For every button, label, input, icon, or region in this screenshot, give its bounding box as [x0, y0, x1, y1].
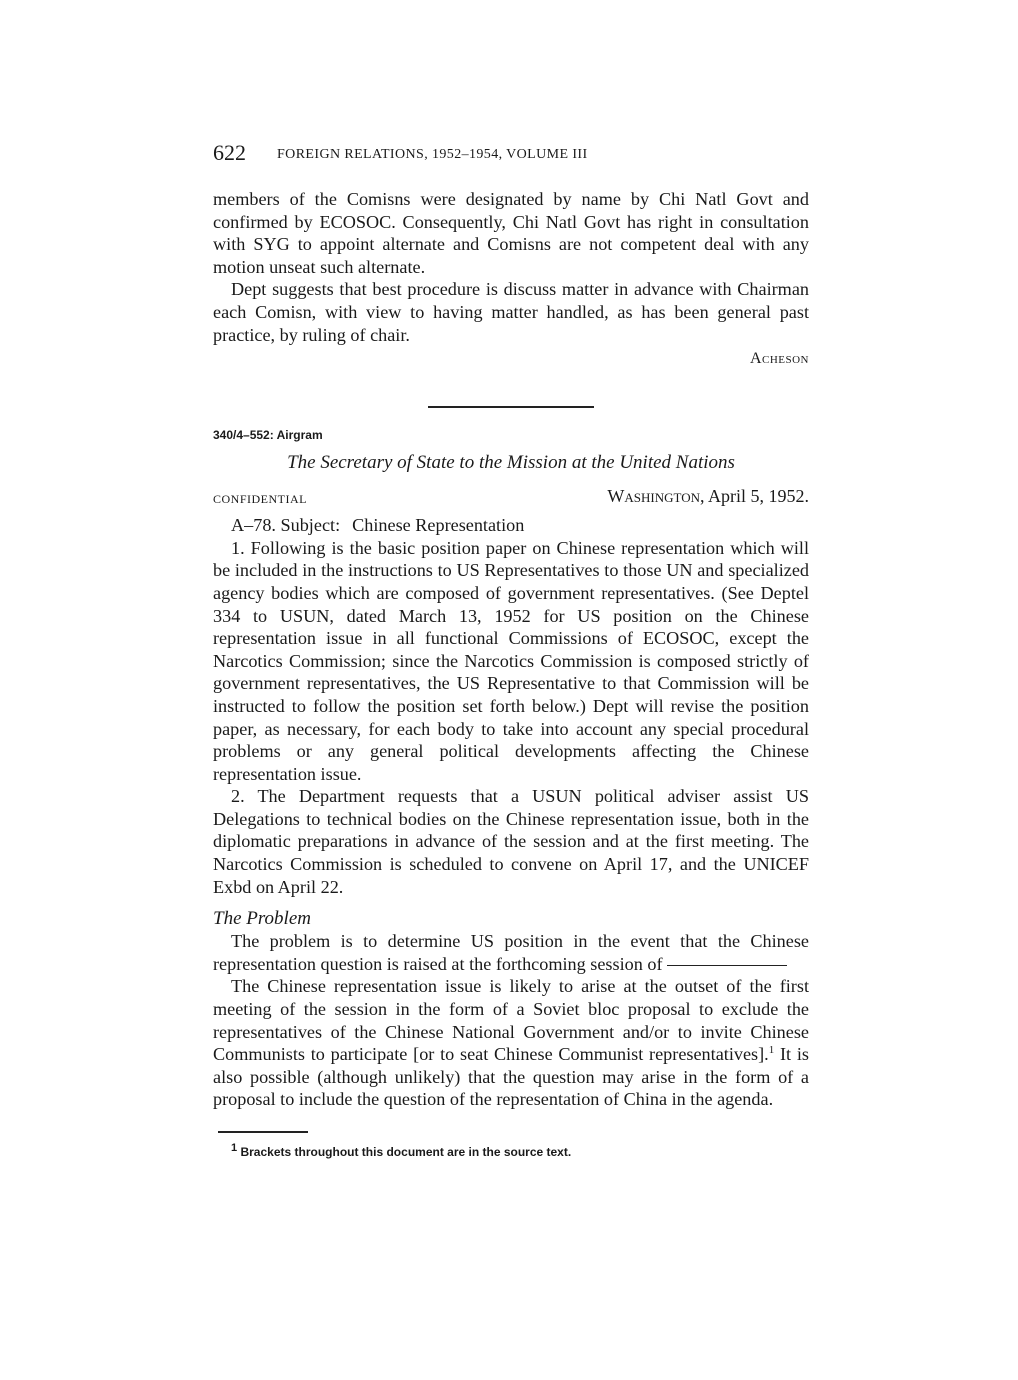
classification-label: CONFIDENTIAL: [213, 492, 307, 507]
document-file-id: 340/4–552: Airgram: [213, 428, 323, 443]
subject-number: A–78. Subject:: [231, 515, 341, 536]
footnote-marker: 1: [231, 1142, 238, 1154]
place-and-date: [607, 486, 809, 507]
problem-paragraph: The problem is to determine US position in the event that the Chinese representation question is raised at the forthcoming session of: [213, 931, 809, 974]
page-number: 622: [213, 140, 246, 165]
suggestion-paragraph: Dept suggests that best procedure is discuss matter in advance with Chairman each Comisn, with view to having matter handled, as has been general past practice, by ruling of chair.: [213, 279, 809, 345]
blank-line: [667, 965, 787, 966]
document-page: [213, 140, 809, 1159]
document-separator-rule: [428, 406, 594, 408]
previous-document-continuation: [213, 188, 809, 368]
footnote-text: Brackets throughout this document are in the source text.: [240, 1145, 572, 1159]
date: April 5, 1952.: [708, 486, 809, 507]
section-heading: The Problem: [213, 908, 311, 930]
body-paragraph-2: 2. The Department requests that a USUN political adviser assist US Delegations to technical bodies on the Chinese representation issue, both in the diplomatic preparations in advance of the session and at the first meeting. The Narcotics Commission is scheduled to convene on April 17, and the UNICEF Exbd on April 22.: [213, 786, 809, 897]
footnote: [231, 1142, 809, 1159]
page-header: [213, 140, 809, 174]
dateline: [213, 486, 809, 510]
signature: Acheson: [749, 350, 809, 368]
running-head: FOREIGN RELATIONS, 1952–1954, VOLUME III: [277, 147, 588, 162]
body-paragraph-1: 1. Following is the basic position paper on Chinese representation which will be included in the instructions to US Representatives to those UN and specialized agency bodies which are composed of government representatives. (See Deptel 334 to USUN, dated March 13, 1952 for US position on the Chinese representation issue in all functional Commissions of ECOSOC, except the Narcotics Commission; since the Narcotics Commission is composed strictly of government representatives, the US Representative to that Commission will be instructed to follow the position set forth below.) Dept will revise the position paper, as necessary, for each body to take into account any special procedural problems or any general political developments affecting the Chinese representation issue.: [213, 537, 809, 784]
subject-text: Chinese Representation: [352, 515, 525, 536]
footnote-rule: [218, 1131, 308, 1133]
continuation-paragraph: members of the Comisns were designated by name by Chi Natl Govt and confirmed by ECOSOC. Consequently, Chi Natl Govt has right in consultation with SYG to appoint alternate and Comisns are not competent deal with any motion unseat such alternate.: [213, 189, 809, 277]
subject-line: [213, 514, 809, 537]
issue-paragraph: The Chinese representation issue is likely to arise at the outset of the first meeting of the session in the form of a Soviet bloc proposal to exclude the representatives of the Chinese National Government and/or to invite Chinese Communists to participate [or to seat Chinese Communist representatives].$^1$ It is also possible (although unlikely) that the question may arise in the form of a proposal to include the question of the representation of China in the agenda.: [213, 976, 809, 1110]
document-title: The Secretary of State to the Mission at the United Nations: [287, 452, 735, 474]
footnote-reference: 1: [768, 1044, 775, 1057]
place: Washington,: [607, 486, 705, 507]
